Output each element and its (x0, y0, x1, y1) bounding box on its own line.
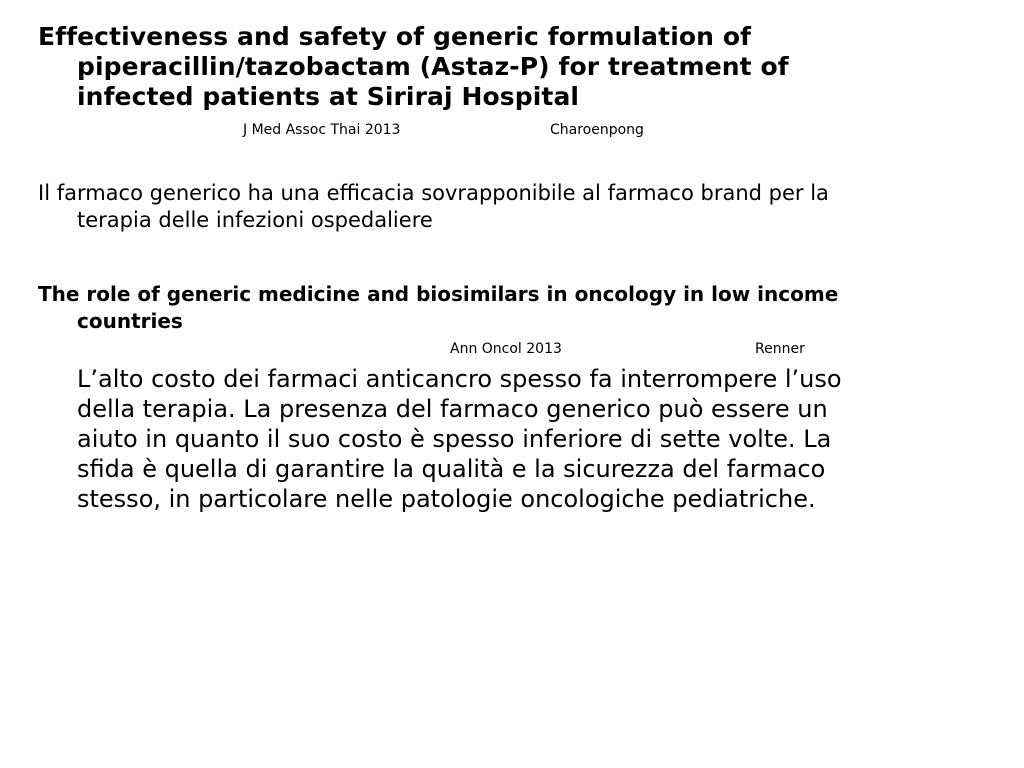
article-title-2: The role of generic medicine and biosimilars in oncology in low income countries (38, 282, 839, 333)
citation-author-2: Renner (755, 341, 805, 357)
article-title-1: Effectiveness and safety of generic formulation of piperacillin/tazobactam (Astaz-P) for treatment of infected patients at Siriraj Hospital (38, 22, 789, 111)
article-summary-1: Il farmaco generico ha una efficacia sovrapponibile al farmaco brand per la terapia delle infezioni ospedaliere (38, 181, 829, 232)
citation-journal-1: J Med Assoc Thai 2013 (243, 122, 401, 138)
citation-journal-2: Ann Oncol 2013 (450, 341, 562, 357)
citation-author-1: Charoenpong (550, 122, 644, 138)
article-summary-2: L’alto costo dei farmaci anticancro spesso fa interrompere l’uso della terapia. La presenza del farmaco generico può essere un aiuto in quanto il suo costo è spesso inferiore di sette volte. La sfida è quella di garantire la qualità e la sicurezza del farmaco stesso, in particolare nelle patologie oncologiche pediatriche. (77, 365, 842, 513)
